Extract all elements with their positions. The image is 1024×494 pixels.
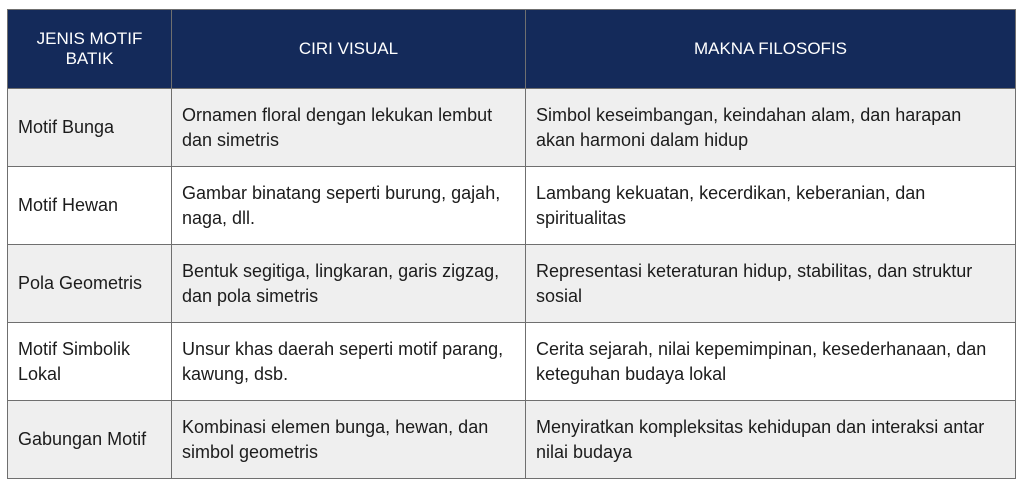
cell-makna: Cerita sejarah, nilai kepemimpinan, kesederhanaan, dan keteguhan budaya lokal [526,323,1016,401]
table-row [8,323,1016,401]
table-row [8,245,1016,323]
cell-jenis: Motif Bunga [8,89,172,167]
cell-ciri: Bentuk segitiga, lingkaran, garis zigzag, dan pola simetris [172,245,526,323]
batik-motif-table [7,9,1016,479]
cell-makna: Lambang kekuatan, kecerdikan, keberanian, dan spiritualitas [526,167,1016,245]
cell-makna: Menyiratkan kompleksitas kehidupan dan interaksi antar nilai budaya [526,401,1016,479]
cell-jenis: Motif Hewan [8,167,172,245]
header-ciri-visual: CIRI VISUAL [172,10,526,89]
cell-ciri: Gambar binatang seperti burung, gajah, naga, dll. [172,167,526,245]
cell-jenis: Motif Simbolik Lokal [8,323,172,401]
header-jenis-motif: JENIS MOTIF BATIK [8,10,172,89]
cell-jenis: Pola Geometris [8,245,172,323]
cell-ciri: Unsur khas daerah seperti motif parang, kawung, dsb. [172,323,526,401]
cell-ciri: Kombinasi elemen bunga, hewan, dan simbol geometris [172,401,526,479]
header-makna-filosofis: MAKNA FILOSOFIS [526,10,1016,89]
cell-ciri: Ornamen floral dengan lekukan lembut dan simetris [172,89,526,167]
table-header-row [8,10,1016,89]
table-row [8,401,1016,479]
cell-jenis: Gabungan Motif [8,401,172,479]
table-row [8,167,1016,245]
cell-makna: Simbol keseimbangan, keindahan alam, dan harapan akan harmoni dalam hidup [526,89,1016,167]
cell-makna: Representasi keteraturan hidup, stabilitas, dan struktur sosial [526,245,1016,323]
table-row [8,89,1016,167]
